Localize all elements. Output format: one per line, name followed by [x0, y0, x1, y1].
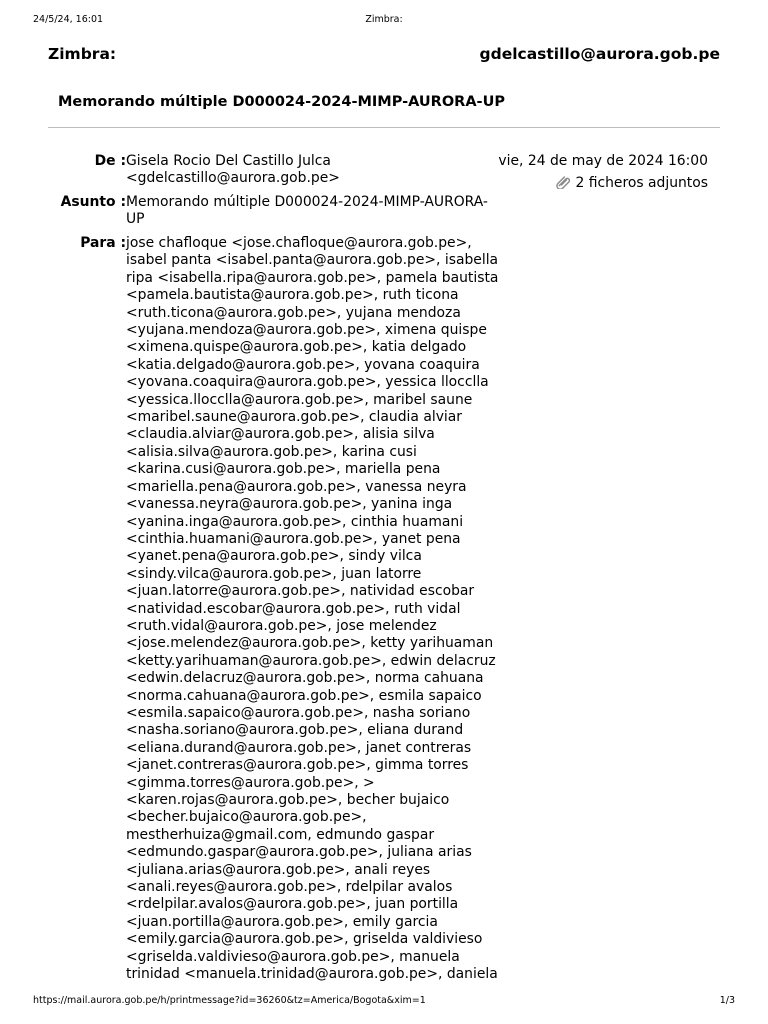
message-meta	[478, 153, 708, 193]
from-value: Gisela Rocio Del Castillo Julca <gdelcastillo@aurora.gob.pe>	[126, 153, 340, 187]
from-label: De :	[94, 153, 126, 169]
print-footer	[33, 995, 735, 1009]
print-datetime: 24/5/24, 16:01	[33, 14, 104, 25]
page-number: 1/3	[719, 995, 735, 1006]
to-label: Para :	[80, 235, 126, 251]
message-date: vie, 24 de may de 2024 16:00	[498, 153, 708, 169]
print-url: https://mail.aurora.gob.pe/h/printmessage?id=36260&tz=America/Bogota&xim=1	[33, 995, 426, 1006]
header-divider	[48, 127, 720, 128]
app-name: Zimbra:	[48, 45, 117, 63]
print-page-title: Zimbra:	[365, 14, 403, 25]
attachments-count: 2 ficheros adjuntos	[575, 175, 708, 192]
subject-value: Memorando múltiple D000024-2024-MIMP-AURORA- UP	[126, 194, 488, 228]
subject-label: Asunto :	[60, 194, 126, 210]
paperclip-icon	[556, 175, 572, 189]
to-recipients: jose chafloque <jose.chafloque@aurora.gob.pe>, isabel panta <isabel.panta@aurora.gob.pe>, isabella ripa <isabella.ripa@aurora.gob.pe>, pamela bautista <pamela.bautista@aurora.gob.pe>, ruth ticona <ruth.ticona@aurora.gob.pe>, yujana mendoza <yujana.mendoza@aurora.gob.pe>, ximena quispe <ximena.quispe@aurora.gob.pe>, katia delgado <katia.delgado@aurora.gob.pe>, yovana coaquira <yovana.coaquira@aurora.gob.pe>, yessica llocclla <yessica.llocclla@aurora.gob.pe>, maribel saune <maribel.saune@aurora.gob.pe>, claudia alviar <claudia.alviar@aurora.gob.pe>, alisia silva <alisia.silva@aurora.gob.pe>, karina cusi <karina.cusi@aurora.gob.pe>, mariella pena <mariella.pena@aurora.gob.pe>, vanessa neyra <vanessa.neyra@aurora.gob.pe>, yanina inga <yanina.inga@aurora.gob.pe>, cinthia huamani <cinthia.huamani@aurora.gob.pe>, yanet pena <yanet.pena@aurora.gob.pe>, sindy vilca <sindy.vilca@aurora.gob.pe>, juan latorre <juan.latorre@aurora.gob.pe>, natividad escobar <natividad.escobar@aurora.gob.pe>, ruth vidal <ruth.vidal@aurora.gob.pe>, jose melendez <jose.melendez@aurora.gob.pe>, ketty yarihuaman <ketty.yarihuaman@aurora.gob.pe>, edwin delacruz <edwin.delacruz@aurora.gob.pe>, norma cahuana <norma.cahuana@aurora.gob.pe>, esmila sapaico <esmila.sapaico@aurora.gob.pe>, nasha soriano <nasha.soriano@aurora.gob.pe>, eliana durand <eliana.durand@aurora.gob.pe>, janet contreras <janet.contreras@aurora.gob.pe>, gimma torres <gimma.torres@aurora.gob.pe>, > <karen.rojas@aurora.gob.pe>, becher bujaico <becher.bujaico@aurora.gob.pe>, mestherhuiza@gmail.com, edmundo gaspar <edmundo.gaspar@aurora.gob.pe>, juliana arias <juliana.arias@aurora.gob.pe>, anali reyes <anali.reyes@aurora.gob.pe>, rdelpilar avalos <rdelpilar.avalos@aurora.gob.pe>, juan portilla <juan.portilla@aurora.gob.pe>, emily garcia <emily.garcia@aurora.gob.pe>, griselda valdivieso <griselda.valdivieso@aurora.gob.pe>, manuela trinidad <manuela.trinidad@aurora.gob.pe>, daniela	[126, 235, 499, 983]
print-header	[33, 14, 735, 28]
account-address: gdelcastillo@aurora.gob.pe	[479, 45, 720, 63]
message-subject-title: Memorando múltiple D000024-2024-MIMP-AURORA-UP	[58, 94, 505, 110]
mail-header	[48, 45, 720, 69]
attachments-summary[interactable]	[478, 175, 708, 192]
